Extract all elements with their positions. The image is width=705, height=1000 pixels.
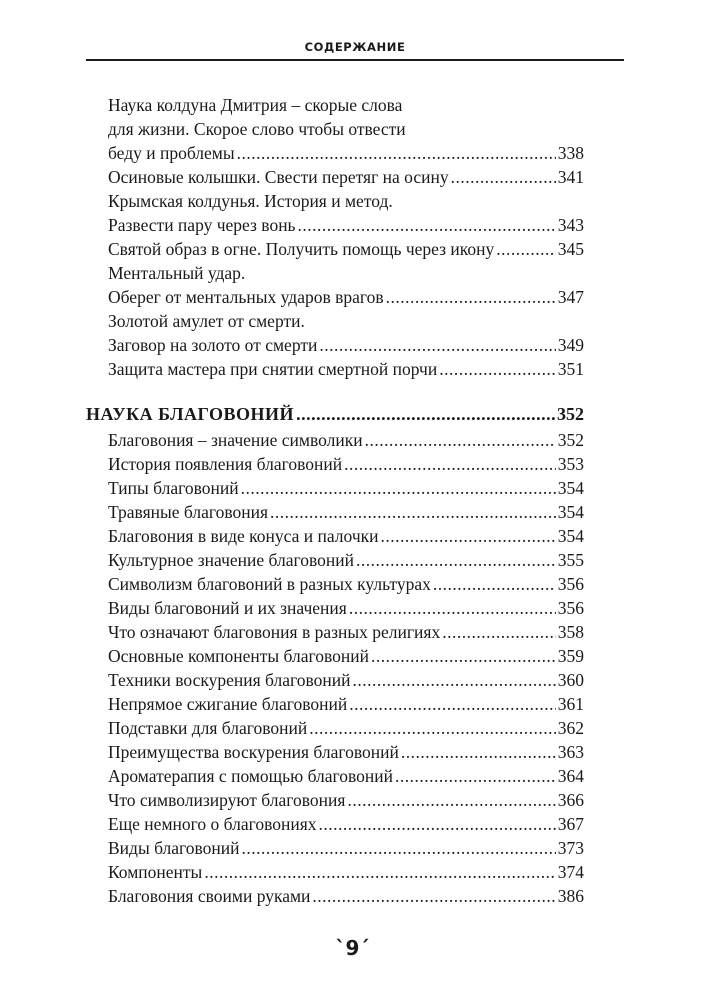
toc-entry[interactable]: [108, 692, 584, 716]
toc-entry[interactable]: [108, 261, 584, 285]
toc-entry[interactable]: [108, 884, 584, 908]
toc-entry-page: 354: [557, 478, 584, 498]
toc-entry-title: Преимущества воскурения благовоний: [108, 742, 399, 762]
toc-entry[interactable]: [108, 141, 584, 165]
toc-entry-title: Основные компоненты благовоний: [108, 646, 369, 666]
dot-leader: [344, 452, 556, 476]
toc-entry-title: Компоненты: [108, 862, 203, 882]
dot-leader: [347, 788, 555, 812]
toc-entry-title: Ментальный удар.: [108, 263, 246, 283]
dot-leader: [296, 402, 555, 426]
dot-leader: [204, 860, 555, 884]
toc-entry[interactable]: [108, 644, 584, 668]
toc-entry-title: Наука колдуна Дмитрия – скорые слова: [108, 95, 403, 115]
toc-entry[interactable]: [108, 548, 584, 572]
toc-entry-title: для жизни. Скорое слово чтобы отвести: [108, 119, 406, 139]
toc-entry-title: Благовония – значение символики: [108, 430, 363, 450]
toc-entry[interactable]: [108, 836, 584, 860]
toc-entry-page: 362: [557, 718, 584, 738]
toc-entry-page: 361: [557, 694, 584, 714]
dot-leader: [386, 285, 556, 309]
toc-entry-page: 352: [557, 430, 584, 450]
toc-entry-title: Типы благовоний: [108, 478, 239, 498]
toc-entry-page: 360: [557, 670, 584, 690]
toc-entry-title: Ароматерапия с помощью благовоний: [108, 766, 394, 786]
toc-entry-title: Виды благовоний и их значения: [108, 598, 347, 618]
toc-entry[interactable]: [108, 740, 584, 764]
toc-entry-page: 356: [557, 598, 584, 618]
toc-entry-page: 349: [557, 335, 584, 355]
dot-leader: [451, 165, 556, 189]
section-page: 352: [557, 404, 584, 424]
toc-entry-page: 341: [557, 167, 584, 187]
toc-entry-page: 351: [557, 359, 584, 379]
toc-entry-title: Культурное значение благовоний: [108, 550, 355, 570]
toc-section-heading[interactable]: [86, 402, 584, 426]
toc-entry[interactable]: [108, 165, 584, 189]
dot-leader: [319, 333, 555, 357]
toc-entry[interactable]: [108, 428, 584, 452]
toc-entry-title: Еще немного о благовониях: [108, 814, 317, 834]
toc-entry-title: беду и проблемы: [108, 143, 235, 163]
toc-entry[interactable]: [108, 668, 584, 692]
toc-entry-title: Благовония в виде конуса и палочки: [108, 526, 379, 546]
dot-leader: [371, 644, 556, 668]
toc-entry-title: Крымская колдунья. История и метод.: [108, 191, 393, 211]
toc-entry[interactable]: [108, 93, 584, 117]
toc-entry-title: Непрямое сжигание благовоний: [108, 694, 348, 714]
dot-leader: [401, 740, 556, 764]
dot-leader: [349, 596, 556, 620]
toc-entry-title: Что символизируют благовония: [108, 790, 346, 810]
dot-leader: [395, 764, 556, 788]
toc-entry-title: Оберег от ментальных ударов врагов: [108, 287, 384, 307]
toc-entry-page: 345: [557, 239, 584, 259]
toc-entry-title: История появления благовоний: [108, 454, 343, 474]
dot-leader: [242, 836, 556, 860]
toc-entry[interactable]: [108, 309, 584, 333]
toc-entry-title: Святой образ в огне. Получить помощь через икону: [108, 239, 495, 259]
toc-entry[interactable]: [108, 620, 584, 644]
toc-entry-page: 353: [557, 454, 584, 474]
dot-leader: [349, 692, 556, 716]
toc-entry-title: Заговор на золото от смерти: [108, 335, 318, 355]
dot-leader: [309, 716, 556, 740]
toc-entry-page: 343: [557, 215, 584, 235]
dot-leader: [496, 237, 556, 261]
dot-leader: [353, 668, 556, 692]
toc-entry[interactable]: [108, 237, 584, 261]
toc-entry[interactable]: [108, 788, 584, 812]
dot-leader: [442, 620, 556, 644]
toc-entry-title: Защита мастера при снятии смертной порчи: [108, 359, 438, 379]
toc-entry[interactable]: [108, 189, 584, 213]
toc-entry-page: 359: [557, 646, 584, 666]
toc-entry-title: Золотой амулет от смерти.: [108, 311, 305, 331]
toc-entry[interactable]: [108, 452, 584, 476]
dot-leader: [356, 548, 556, 572]
dot-leader: [270, 500, 556, 524]
dot-leader: [319, 812, 556, 836]
toc-entry[interactable]: [108, 716, 584, 740]
toc-entry-page: 356: [557, 574, 584, 594]
toc-entry[interactable]: [108, 476, 584, 500]
toc-entry-page: 355: [557, 550, 584, 570]
toc-entry[interactable]: [108, 117, 584, 141]
toc-entry-title: Техники воскурения благовоний: [108, 670, 351, 690]
toc-entry-title: Осиновые колышки. Свести перетяг на осину: [108, 167, 449, 187]
toc-entry-page: 347: [557, 287, 584, 307]
toc-entry[interactable]: [108, 285, 584, 309]
dot-leader: [365, 428, 556, 452]
toc-entry[interactable]: [108, 596, 584, 620]
toc-entry-page: 358: [557, 622, 584, 642]
toc-entry[interactable]: [108, 860, 584, 884]
toc-entry-page: 367: [557, 814, 584, 834]
toc-entry-page: 354: [557, 502, 584, 522]
section-title: НАУКА БЛАГОВОНИЙ: [86, 404, 295, 424]
toc-entry[interactable]: [108, 764, 584, 788]
dot-leader: [237, 141, 556, 165]
dot-leader: [241, 476, 556, 500]
toc-entry[interactable]: [108, 213, 584, 237]
toc-entry-page: 364: [557, 766, 584, 786]
dot-leader: [433, 572, 556, 596]
toc-entry[interactable]: [108, 500, 584, 524]
toc-entry-page: 354: [557, 526, 584, 546]
dot-leader: [298, 213, 556, 237]
page-number: `9´: [335, 936, 370, 960]
running-header: СОДЕРЖАНИЕ: [304, 40, 406, 54]
toc-entry-page: 363: [557, 742, 584, 762]
dot-leader: [439, 357, 556, 381]
toc-entry-title: Благовония своими руками: [108, 886, 311, 906]
toc-entry-page: 374: [557, 862, 584, 882]
toc-entry-page: 386: [557, 886, 584, 906]
toc-entry[interactable]: [108, 333, 584, 357]
toc-entry[interactable]: [108, 572, 584, 596]
dot-leader: [381, 524, 556, 548]
toc-entry-page: 366: [557, 790, 584, 810]
toc-entry[interactable]: [108, 524, 584, 548]
toc-entry[interactable]: [108, 812, 584, 836]
toc-entry[interactable]: [108, 357, 584, 381]
toc-entry-title: Символизм благовоний в разных культурах: [108, 574, 431, 594]
toc-entry-page: 373: [557, 838, 584, 858]
toc-entry-title: Развести пару через вонь: [108, 215, 296, 235]
toc-entry-title: Подставки для благовоний: [108, 718, 308, 738]
toc-entry-title: Виды благовоний: [108, 838, 240, 858]
toc-entry-title: Что означают благовония в разных религиях: [108, 622, 441, 642]
toc-entry-page: 338: [557, 143, 584, 163]
header-rule: [86, 59, 624, 61]
dot-leader: [312, 884, 555, 908]
toc-entry-title: Травяные благовония: [108, 502, 269, 522]
